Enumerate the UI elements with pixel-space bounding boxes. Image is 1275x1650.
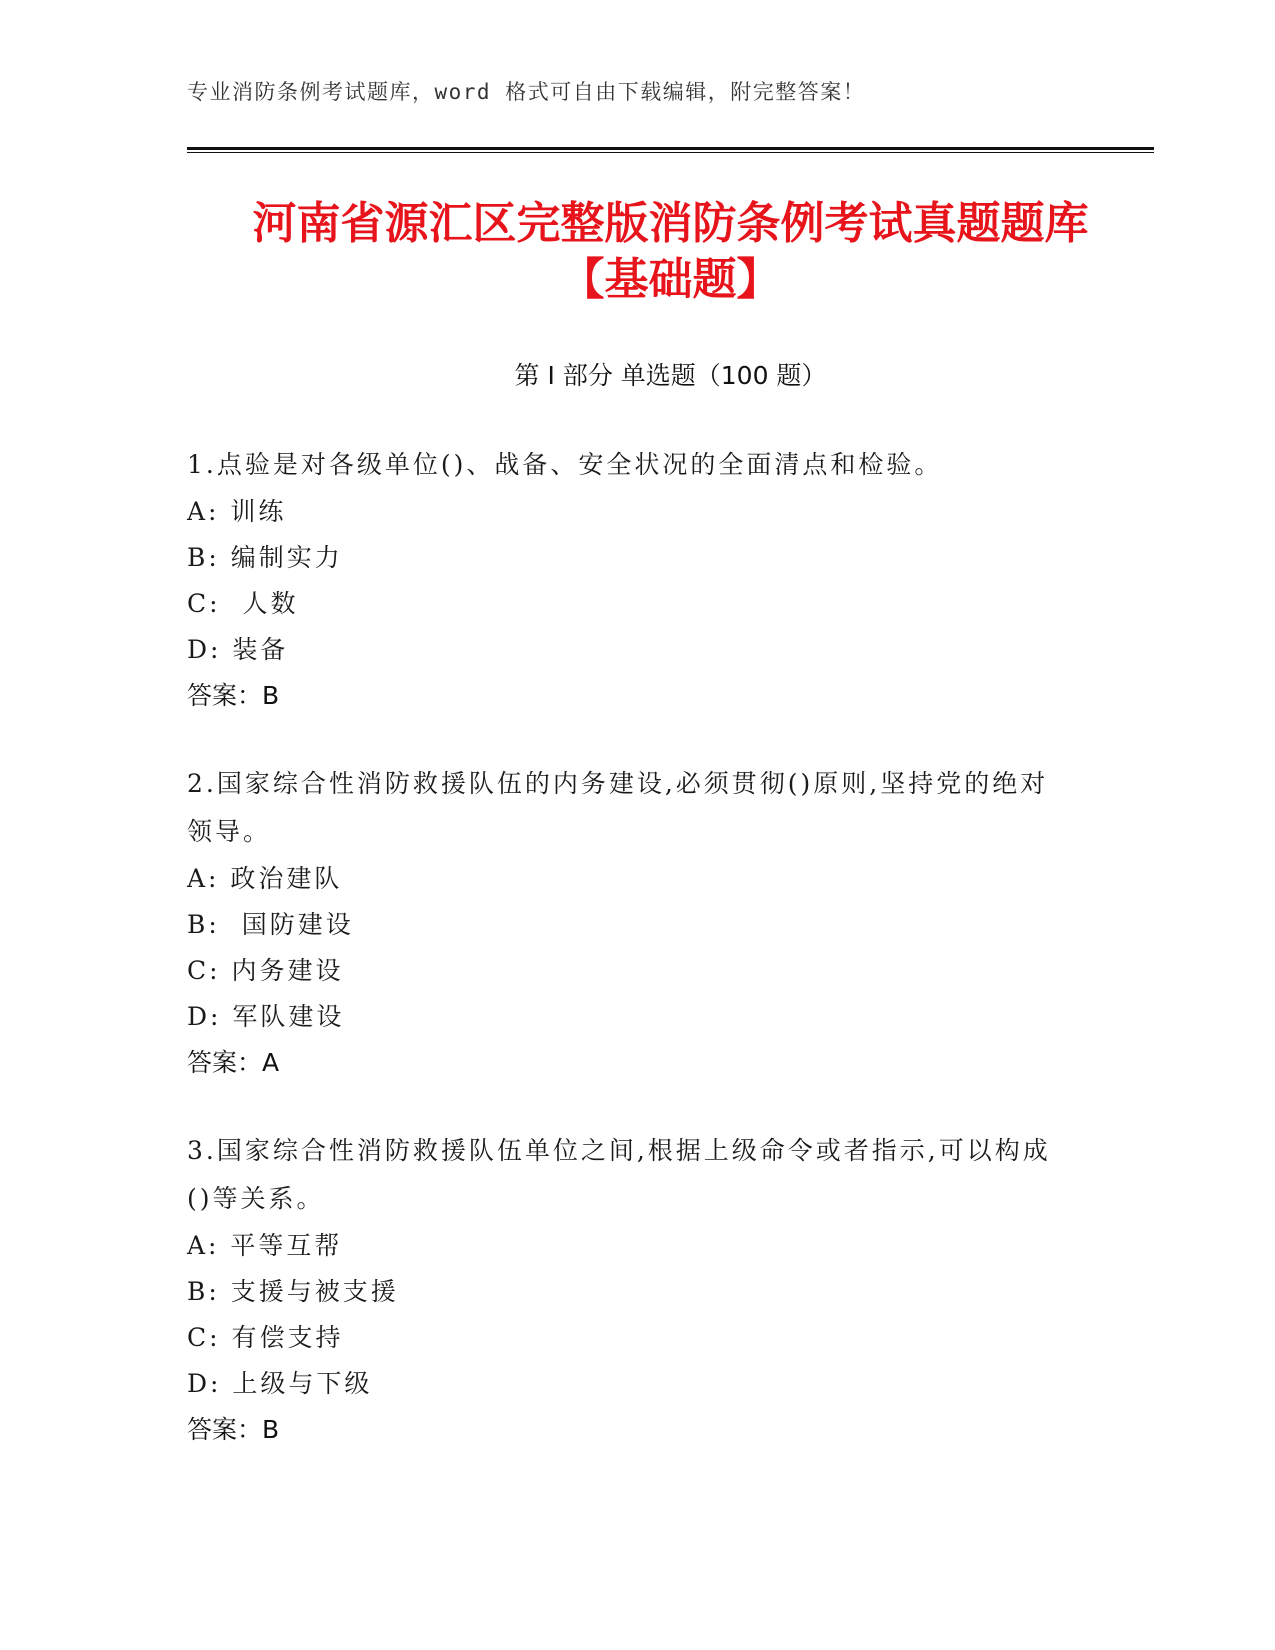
header-note: 专业消防条例考试题库，word 格式可自由下载编辑，附完整答案！	[187, 80, 866, 104]
answer: 答案：B	[187, 1415, 280, 1444]
question-stem: 3.国家综合性消防救援队伍单位之间,根据上级命令或者指示,可以构成()等关系。	[187, 1136, 1051, 1213]
option-d: D: 上级与下级	[187, 1369, 373, 1398]
header-rule-thick	[187, 147, 1154, 150]
title-line-1: 河南省源汇区完整版消防条例考试真题题库	[252, 198, 1089, 249]
answer: 答案：B	[187, 681, 280, 710]
question-stem: 2.国家综合性消防救援队伍的内务建设,必须贯彻()原则,坚持党的绝对领导。	[187, 769, 1049, 846]
question-item	[187, 441, 1067, 719]
option-c: C: 内务建设	[187, 956, 344, 985]
section-title: 第 I 部分 单选题（100 题）	[514, 361, 827, 390]
question-item	[187, 1127, 1067, 1453]
option-a: A: 政治建队	[187, 864, 343, 893]
option-b: B: 国防建设	[187, 910, 354, 939]
option-a: A: 训练	[187, 497, 287, 526]
question-stem: 1.点验是对各级单位()、战备、安全状况的全面清点和检验。	[187, 450, 943, 479]
answer: 答案：A	[187, 1048, 280, 1077]
question-list	[187, 441, 1067, 1494]
option-b: B: 支援与被支援	[187, 1277, 399, 1306]
title-line-2: 【基础题】	[560, 254, 781, 305]
option-d: D: 军队建设	[187, 1002, 345, 1031]
option-c: C: 有偿支持	[187, 1323, 344, 1352]
header-rule-thin	[187, 152, 1154, 153]
option-a: A: 平等互帮	[187, 1231, 343, 1260]
document-title	[187, 196, 1154, 308]
option-d: D: 装备	[187, 635, 289, 664]
option-b: B: 编制实力	[187, 543, 343, 572]
question-item	[187, 760, 1067, 1086]
option-c: C: 人数	[187, 589, 299, 618]
